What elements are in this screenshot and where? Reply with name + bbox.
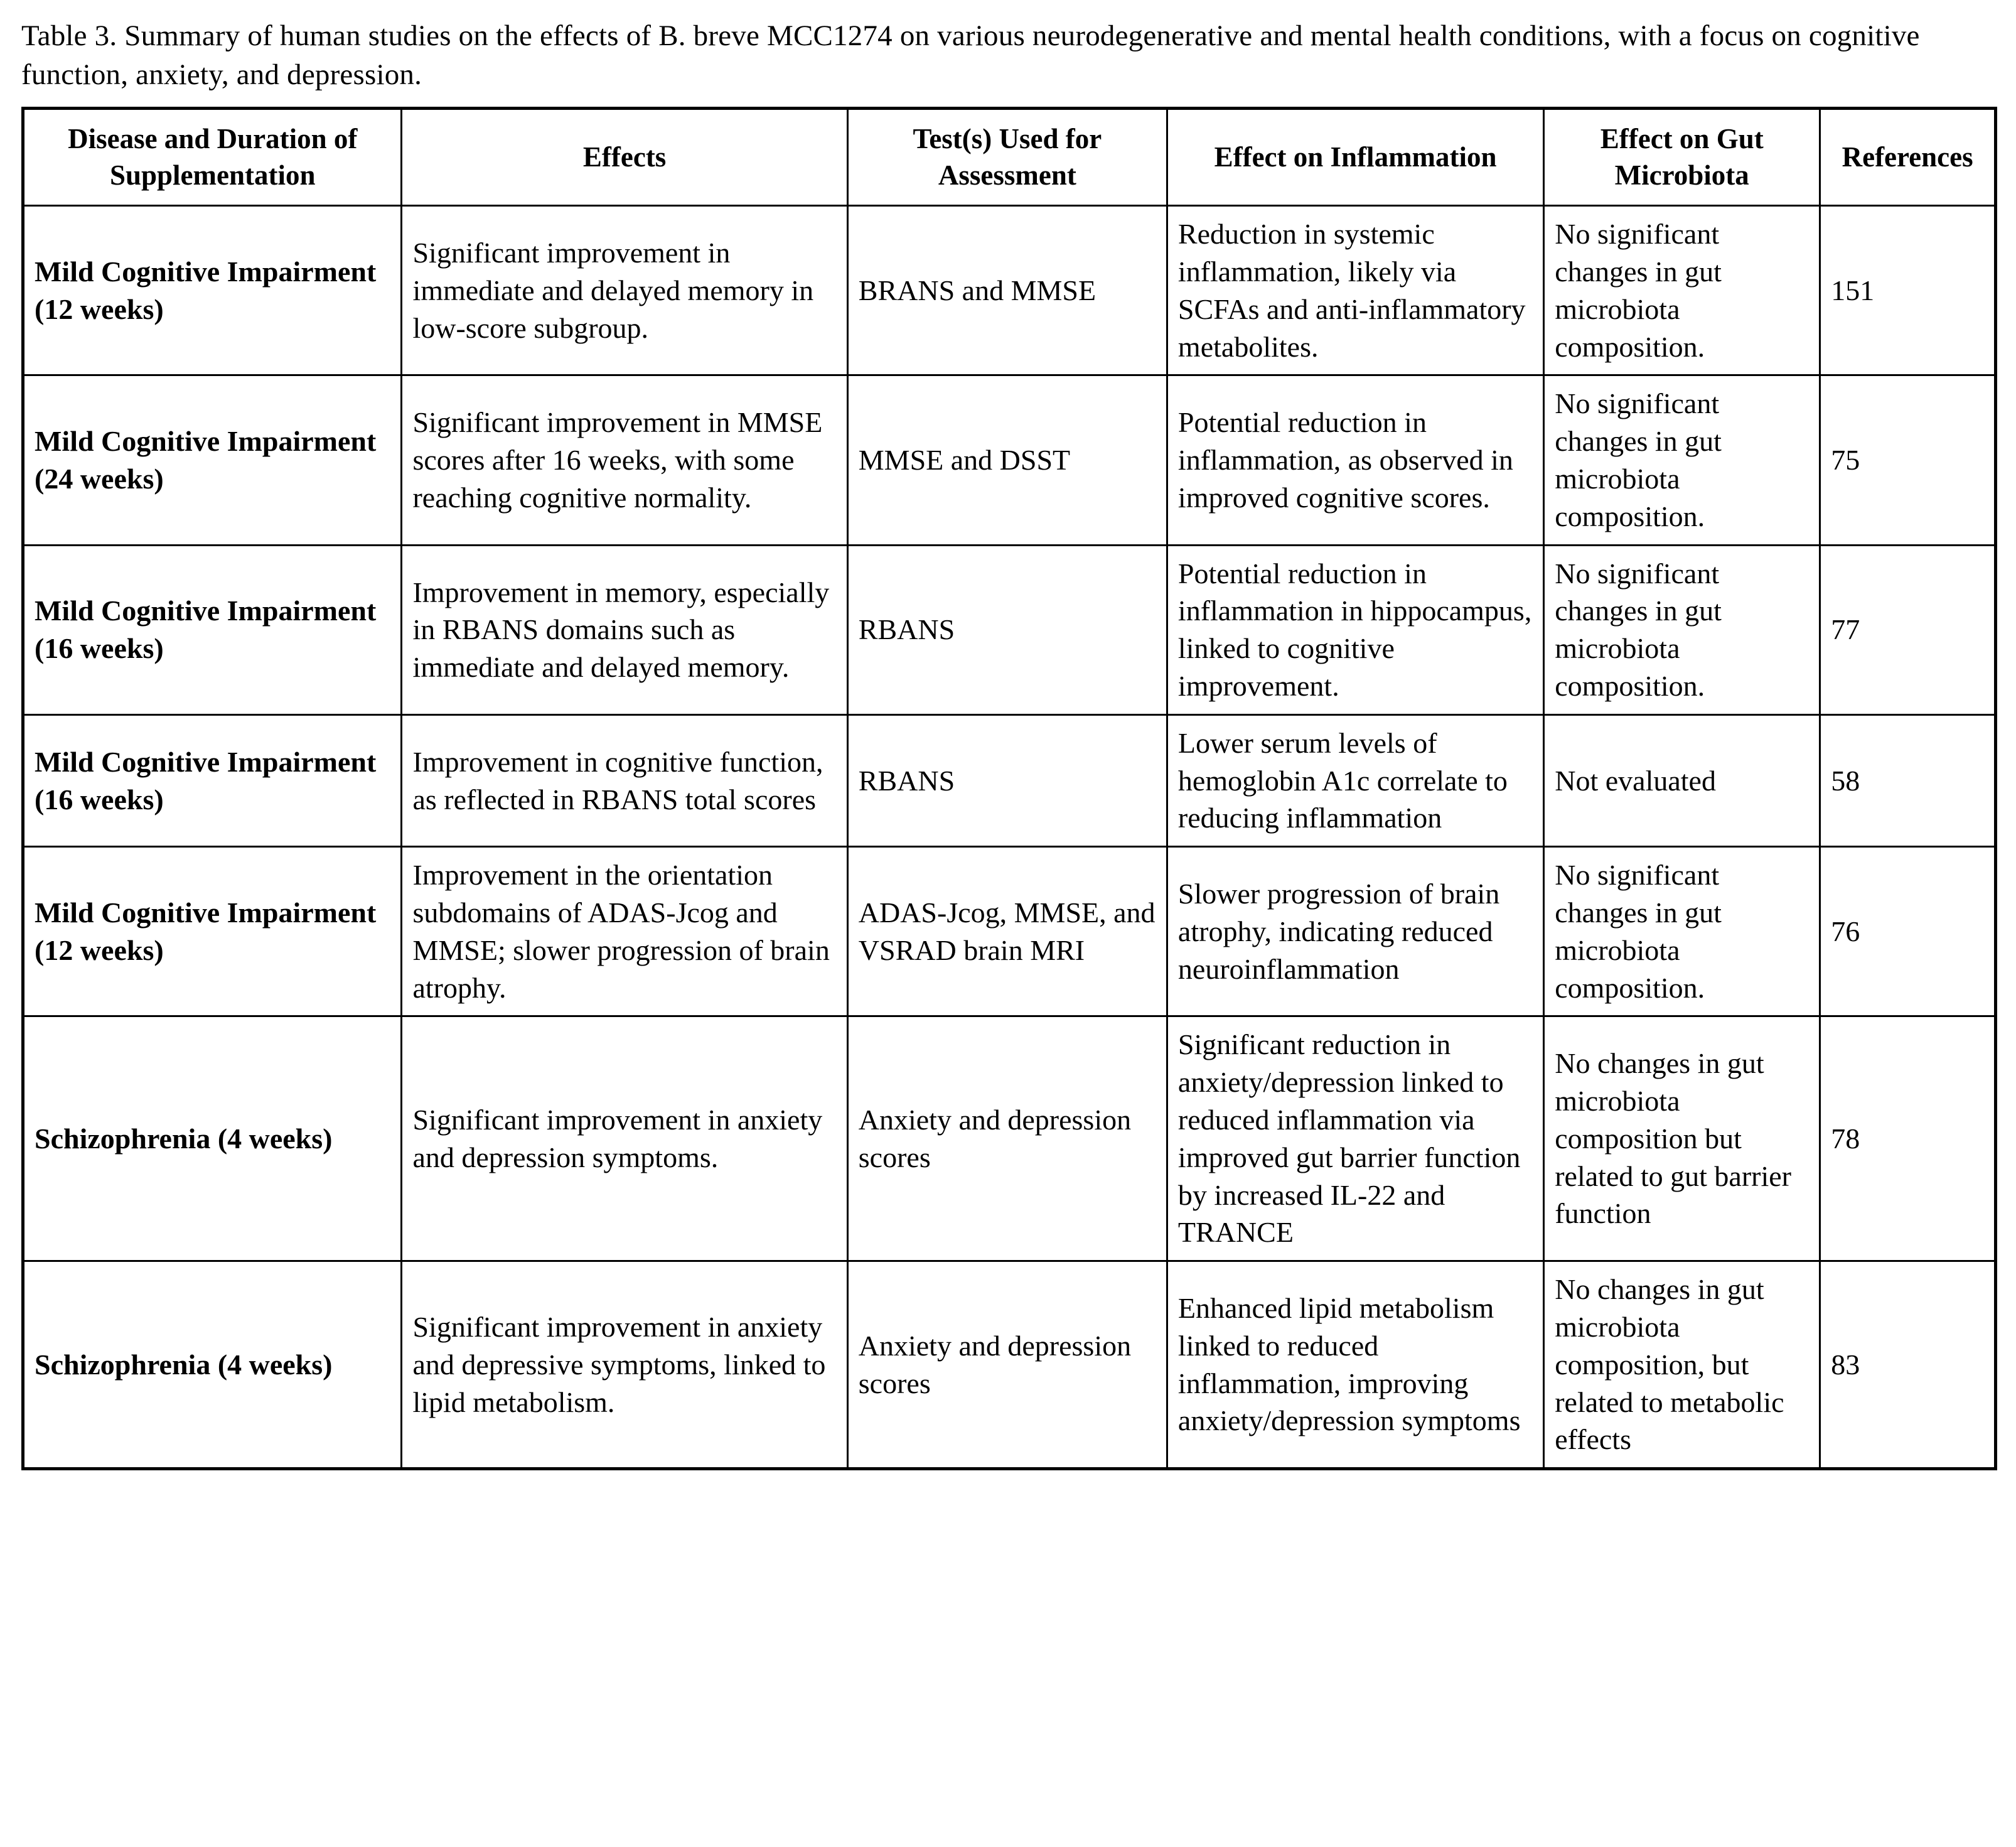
tests-cell: ADAS-Jcog, MMSE, and VSRAD brain MRI bbox=[847, 847, 1167, 1016]
disease-cell: Mild Cognitive Impairment (24 weeks) bbox=[23, 375, 402, 545]
microbiota-cell: No changes in gut microbiota composition, but related to metabolic effects bbox=[1544, 1261, 1820, 1469]
table-row bbox=[23, 1016, 1996, 1261]
microbiota-cell: Not evaluated bbox=[1544, 714, 1820, 846]
inflammation-cell: Reduction in systemic inflammation, likely via SCFAs and anti-inflammatory metabolites. bbox=[1167, 206, 1543, 375]
disease-cell: Schizophrenia (4 weeks) bbox=[23, 1016, 402, 1261]
disease-cell: Mild Cognitive Impairment (16 weeks) bbox=[23, 714, 402, 846]
references-cell: 76 bbox=[1820, 847, 1996, 1016]
inflammation-cell: Potential reduction in inflammation in hippocampus, linked to cognitive improvement. bbox=[1167, 545, 1543, 714]
column-header-microbiota: Effect on Gut Microbiota bbox=[1544, 109, 1820, 206]
studies-table bbox=[21, 107, 1997, 1470]
references-cell: 83 bbox=[1820, 1261, 1996, 1469]
tests-cell: MMSE and DSST bbox=[847, 375, 1167, 545]
references-cell: 151 bbox=[1820, 206, 1996, 375]
header-row bbox=[23, 109, 1996, 206]
column-header-tests: Test(s) Used for Assessment bbox=[847, 109, 1167, 206]
column-header-effects: Effects bbox=[402, 109, 847, 206]
column-header-references: References bbox=[1820, 109, 1996, 206]
table-row bbox=[23, 847, 1996, 1016]
table-row bbox=[23, 545, 1996, 714]
tests-cell: Anxiety and depression scores bbox=[847, 1016, 1167, 1261]
inflammation-cell: Slower progression of brain atrophy, indicating reduced neuroinflammation bbox=[1167, 847, 1543, 1016]
inflammation-cell: Potential reduction in inflammation, as observed in improved cognitive scores. bbox=[1167, 375, 1543, 545]
effects-cell: Significant improvement in MMSE scores after 16 weeks, with some reaching cognitive normality. bbox=[402, 375, 847, 545]
column-header-inflammation: Effect on Inflammation bbox=[1167, 109, 1543, 206]
effects-cell: Improvement in cognitive function, as reflected in RBANS total scores bbox=[402, 714, 847, 846]
microbiota-cell: No significant changes in gut microbiota composition. bbox=[1544, 375, 1820, 545]
effects-cell: Improvement in the orientation subdomains of ADAS-Jcog and MMSE; slower progression of brain atrophy. bbox=[402, 847, 847, 1016]
tests-cell: BRANS and MMSE bbox=[847, 206, 1167, 375]
table-caption: Table 3. Summary of human studies on the effects of B. breve MCC1274 on various neurodegenerative and mental health conditions, with a focus on cognitive function, anxiety, and depression. bbox=[21, 19, 1920, 92]
references-cell: 58 bbox=[1820, 714, 1996, 846]
references-cell: 78 bbox=[1820, 1016, 1996, 1261]
disease-cell: Mild Cognitive Impairment (16 weeks) bbox=[23, 545, 402, 714]
inflammation-cell: Significant reduction in anxiety/depression linked to reduced inflammation via improved gut barrier function by increased IL-22 and TRANCE bbox=[1167, 1016, 1543, 1261]
references-cell: 77 bbox=[1820, 545, 1996, 714]
tests-cell: Anxiety and depression scores bbox=[847, 1261, 1167, 1469]
table-row bbox=[23, 375, 1996, 545]
effects-cell: Significant improvement in anxiety and depressive symptoms, linked to lipid metabolism. bbox=[402, 1261, 847, 1469]
table-row bbox=[23, 206, 1996, 375]
effects-cell: Significant improvement in anxiety and depression symptoms. bbox=[402, 1016, 847, 1261]
effects-cell: Improvement in memory, especially in RBANS domains such as immediate and delayed memory. bbox=[402, 545, 847, 714]
tests-cell: RBANS bbox=[847, 545, 1167, 714]
table-row bbox=[23, 714, 1996, 846]
table-row bbox=[23, 1261, 1996, 1469]
inflammation-cell: Lower serum levels of hemoglobin A1c correlate to reducing inflammation bbox=[1167, 714, 1543, 846]
disease-cell: Schizophrenia (4 weeks) bbox=[23, 1261, 402, 1469]
microbiota-cell: No significant changes in gut microbiota composition. bbox=[1544, 545, 1820, 714]
tests-cell: RBANS bbox=[847, 714, 1167, 846]
microbiota-cell: No changes in gut microbiota composition but related to gut barrier function bbox=[1544, 1016, 1820, 1261]
disease-cell: Mild Cognitive Impairment (12 weeks) bbox=[23, 847, 402, 1016]
effects-cell: Significant improvement in immediate and delayed memory in low-score subgroup. bbox=[402, 206, 847, 375]
microbiota-cell: No significant changes in gut microbiota composition. bbox=[1544, 206, 1820, 375]
table-body bbox=[23, 206, 1996, 1469]
microbiota-cell: No significant changes in gut microbiota composition. bbox=[1544, 847, 1820, 1016]
inflammation-cell: Enhanced lipid metabolism linked to reduced inflammation, improving anxiety/depression symptoms bbox=[1167, 1261, 1543, 1469]
column-header-disease: Disease and Duration of Supplementation bbox=[23, 109, 402, 206]
disease-cell: Mild Cognitive Impairment (12 weeks) bbox=[23, 206, 402, 375]
references-cell: 75 bbox=[1820, 375, 1996, 545]
